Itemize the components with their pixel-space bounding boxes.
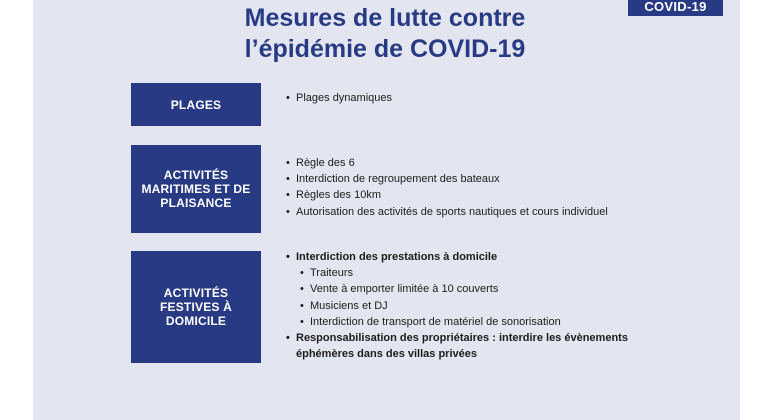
section-label-text: ACTIVITÉS FESTIVES À DOMICILE xyxy=(159,286,232,328)
title-line-2: l’épidémie de COVID-19 xyxy=(244,35,526,63)
section-label-text: PLAGES xyxy=(170,97,222,112)
list-item: • Règle des 6 xyxy=(283,155,608,171)
list-item: • Musiciens et DJ xyxy=(283,298,628,314)
covid-badge: COVID-19 xyxy=(628,0,723,16)
section-label-text: ACTIVITÉS MARITIMES ET DE PLAISANCE xyxy=(141,168,251,210)
list-item: • Interdiction des prestations à domicile xyxy=(283,249,628,265)
list-item: • Autorisation des activités de sports nautiques et cours individuel xyxy=(283,204,608,220)
list-item: • Règles des 10km xyxy=(283,187,608,203)
section-label-festives xyxy=(131,251,261,363)
section-label-maritimes xyxy=(131,145,261,233)
section-label-plages xyxy=(131,83,261,126)
list-item: • Interdiction de transport de matériel de sonorisation xyxy=(283,314,628,330)
list-item: • Plages dynamiques xyxy=(283,90,392,106)
page-title xyxy=(160,3,610,65)
list-item: • Responsabilisation des propriétaires : interdire les évènements xyxy=(283,330,628,346)
section-list-plages xyxy=(283,90,392,106)
list-item: • Vente à emporter limitée à 10 couverts xyxy=(283,281,628,297)
title-line-1: Mesures de lutte contre xyxy=(244,4,526,32)
section-list-maritimes xyxy=(283,155,608,220)
list-item-continuation: éphémères dans des villas privées xyxy=(296,348,477,361)
list-item: • Interdiction de regroupement des bateaux xyxy=(283,171,608,187)
section-list-festives xyxy=(283,249,628,362)
list-item: • Traiteurs xyxy=(283,265,628,281)
